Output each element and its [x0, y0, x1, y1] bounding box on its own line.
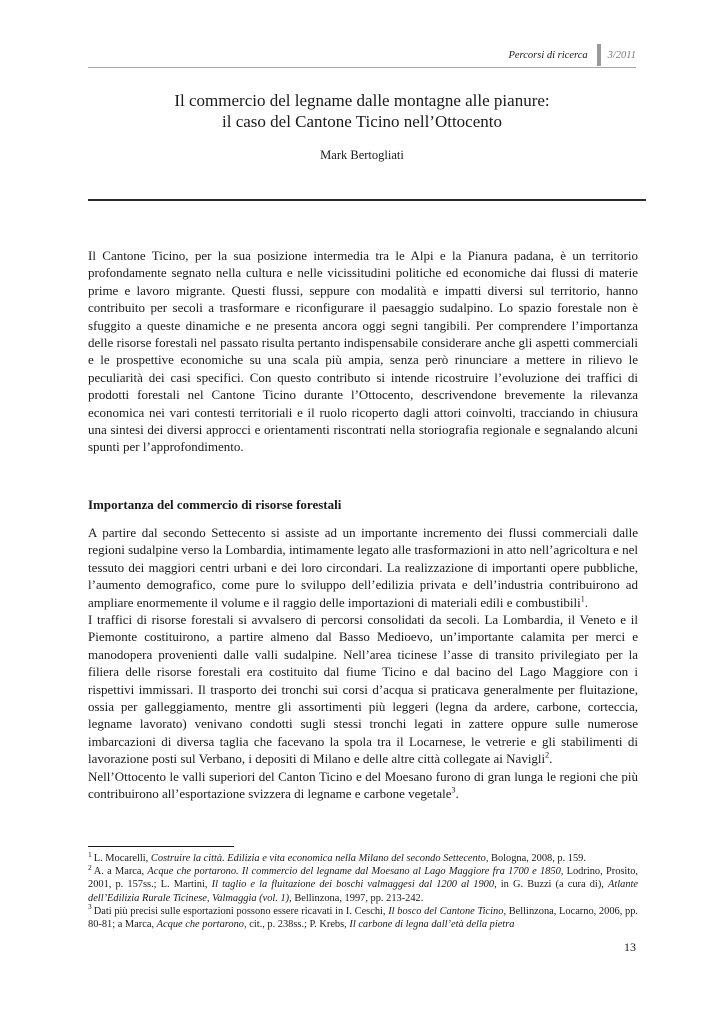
- section-heading: Importanza del commercio di risorse forestali: [88, 497, 342, 512]
- intro-paragraph: [88, 247, 638, 456]
- title-line-1: Il commercio del legname dalle montagne alle pianure:: [174, 91, 550, 110]
- footnote-title: Acque che portarono. Il commercio del legname dal Moesano al Lago Maggiore fra 1700 e 1850,: [147, 866, 564, 878]
- paragraph-3: [88, 768, 638, 803]
- footnote-ref-3: 3: [451, 785, 456, 795]
- article-title: [88, 90, 636, 132]
- paragraph-1-text: A partire dal secondo Settecento si assiste ad un importante incremento dei flussi commerciali dalle regioni sudalpine verso la Lombardia, intimamente legato alle trasformazioni in atto nell’agricoltura e nel tessuto dei maggiori centri urbani e dei loro circondari. La realizzazione di importanti opere pubbliche, l’aumento demografico, come pure lo sviluppo dell’edilizia privata e dell’industria contribuirono ad ampliare enormemente il volume e il raggio delle importazioni di materiali edili e combustibili: [88, 525, 638, 610]
- section-body: [88, 524, 638, 803]
- footnote-text: L. Mocarelli,: [93, 853, 151, 864]
- footnote-title: Costruire la città. Edilizia e vita economica nella Milano del secondo Settecento: [150, 853, 486, 864]
- footnote-number: 3: [88, 902, 92, 912]
- footnote-3: [88, 902, 638, 931]
- title-line-2: il caso del Cantone Ticino nell’Ottocento: [222, 112, 502, 131]
- footnote-ref-2: 2: [545, 750, 550, 760]
- paragraph-2-text: I traffici di risorse forestali si avvalsero di percorsi consolidati da secoli. La Lombardia, il Veneto e il Piemonte costituirono, a partire almeno dal Basso Medioevo, un’importante calamita per merci e manodopera provenienti dalle valli sudalpine. Nell’area ticinese l’asse di transito privilegiato per la filiera delle risorse forestali era costituito dal fiume Ticino e dal bacino del Lago Maggiore con i rispettivi immissari. Il trasporto dei tronchi sui corsi d’acqua si praticava generalmente per fluitazione, ossia per galleggiamento, mentre gli assortimenti più leggeri (legna da ardere, carbone, corteccia, legname lavorato) venivano condotti sugli stessi tronchi legati in zattere oppure sulle numerose imbarcazioni di diversa taglia che facevano la spola tra il Locarnese, le vetrerie e gli stabilimenti di lavorazione posti sul Verbano, i depositi di Milano e delle altre città collegate ai Navigli: [88, 612, 638, 767]
- paragraph-3-end: .: [455, 786, 459, 802]
- footnote-text: Bellinzona, Locarno, 2006, pp. 80-81; a Marca,: [88, 905, 638, 931]
- paragraph-1: [88, 524, 638, 611]
- footnote-1: [88, 849, 638, 865]
- footnote-title: Il bosco del Cantone Ticino,: [388, 905, 507, 917]
- footnote-title: Il taglio e la fluitazione dei boschi valmaggesi dal 1200 al 1900,: [211, 879, 497, 891]
- footnote-text: A. a Marca,: [93, 866, 148, 878]
- page-number: 13: [624, 940, 636, 954]
- footnote-text: Lodrino, Prosito, 2001, p. 157ss.; L. Martini,: [88, 866, 638, 891]
- footnote-text: , Bellinzona, 1997, pp. 213-242.: [289, 892, 424, 904]
- paragraph-2-end: .: [549, 751, 553, 767]
- journal-name: Percorsi di ricerca: [508, 49, 588, 61]
- footnote-title: Il carbone di legna dall’età della pietra: [349, 919, 515, 931]
- footnote-text: , Bologna, 2008, p. 159.: [485, 853, 586, 864]
- footnote-text: Dati più precisi sulle esportazioni possono essere ricavati in I. Ceschi,: [93, 905, 389, 917]
- intro-text: Il Cantone Ticino, per la sua posizione intermedia tra le Alpi e la Pianura padana, è un territorio profondamente segnato nella cultura e nelle vicissitudini politiche ed economiche dai flussi di materie prime e lavoro migrante. Questi flussi, seppure con modalità e impatti diversi sul territorio, hanno contribuito per secoli a trasformare e riconfigurare il paesaggio sudalpino. Lo spazio forestale non è sfuggito a queste dinamiche e ne presenta ancora oggi segni tangibili. Per comprendere l’importanza delle risorse forestali nel passato risulta pertanto indispensabile considerare anche gli aspetti commerciali e le prospettive economiche su una scala più ampia, senza però rinunciare a mettere in rilievo le peculiarità dei casi specifici. Con questo contributo si intende ricostruire l’evoluzione dei traffici di prodotti forestali nel Cantone Ticino durante l’Ottocento, descrivendone brevemente la rilevanza economica nei vari contesti territoriali e il ruolo ricoperto dagli attori coinvolti, tracciando in chiusura una sintesi dei diversi approcci e orientamenti riscontrati nella storiografia regionale e segnalando alcuni spunti per l’approfondimento.: [88, 248, 638, 455]
- footnote-rule: [88, 846, 234, 847]
- paragraph-2: [88, 611, 638, 768]
- footnote-ref-1: 1: [580, 594, 585, 604]
- footnote-2: [88, 862, 639, 905]
- footnote-title: Atlante dell’Edilizia Rurale Ticinese, Valmaggia (vol. 1): [88, 879, 639, 904]
- running-header: [508, 44, 636, 66]
- header-rule: [88, 67, 636, 68]
- footnote-number: 2: [88, 862, 92, 872]
- footnote-text: in G. Buzzi (a cura di),: [496, 879, 608, 891]
- footnote-number: 1: [88, 849, 92, 859]
- footnotes: [88, 849, 639, 931]
- footnote-text: cit., p. 238ss.; P. Krebs,: [246, 919, 350, 931]
- author-name: Mark Bertogliati: [320, 148, 404, 162]
- paragraph-1-end: .: [584, 594, 589, 610]
- footnote-title: Acque che portarono,: [156, 919, 247, 931]
- paragraph-3-text: Nell’Ottocento le valli superiori del Canton Ticino e del Moesano furono di gran lunga le regioni che più contribuirono all’esportazione svizzera di legname e carbone vegetale: [88, 768, 638, 802]
- title-rule: [88, 199, 646, 201]
- issue-number: 3/2011: [607, 49, 636, 61]
